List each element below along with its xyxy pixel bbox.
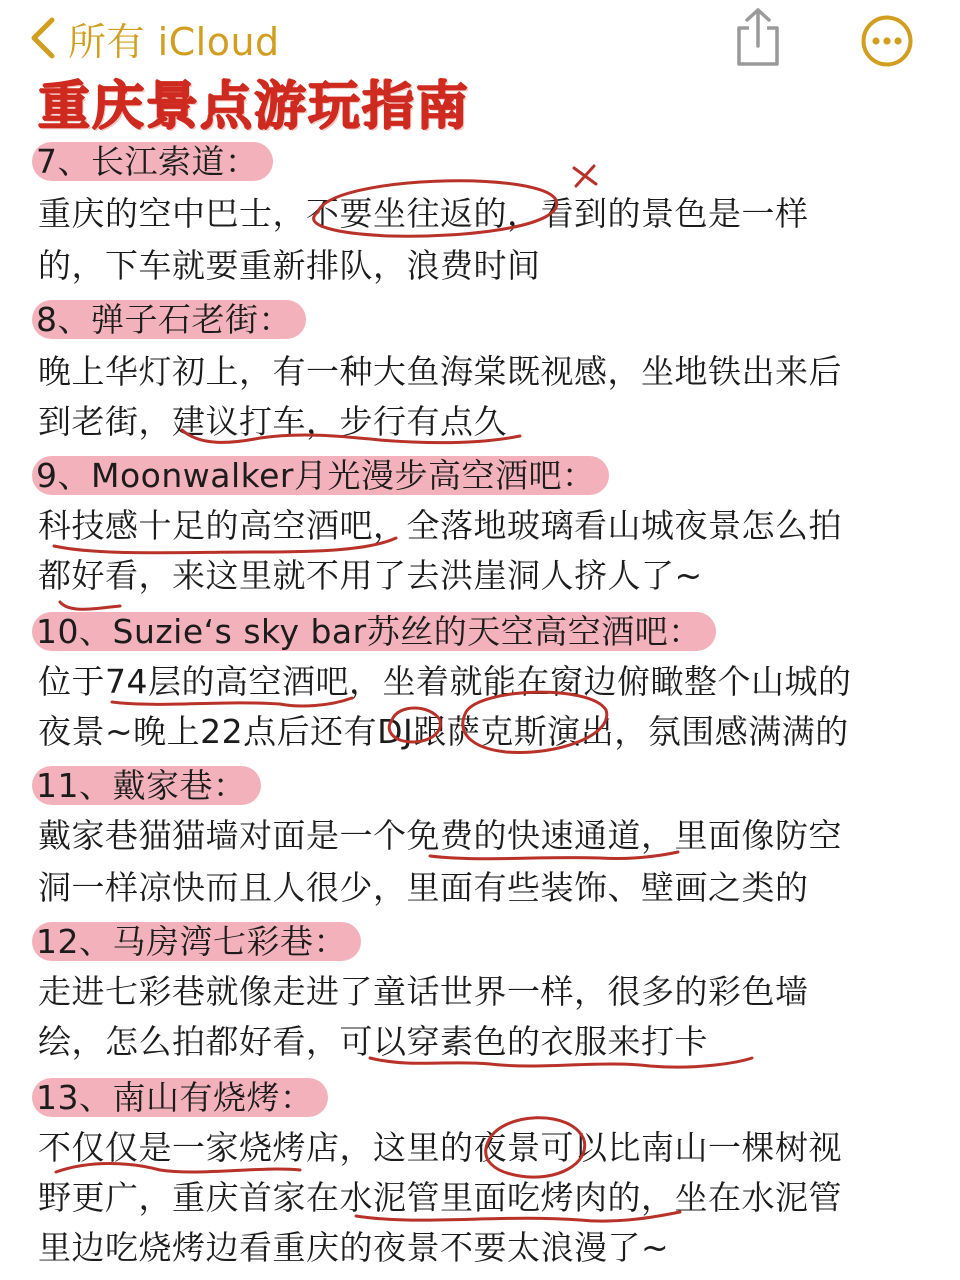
heading-highlight: 9、Moonwalker月光漫步高空酒吧： [32, 456, 609, 495]
section-line: 戴家巷猫猫墙对面是一个免费的快速通道，里面像防空 [38, 816, 842, 855]
heading-highlight: 12、马房湾七彩巷： [32, 922, 361, 961]
section-line: 晚上华灯初上，有一种大鱼海棠既视感，坐地铁出来后 [38, 352, 842, 391]
section-line: 里边吃烧烤边看重庆的夜景不要太浪漫了~ [38, 1228, 670, 1267]
section-line: 位于74层的高空酒吧，坐着就能在窗边俯瞰整个山城的 [38, 662, 852, 701]
section-line: 走进七彩巷就像走进了童话世界一样，很多的彩色墙 [38, 972, 809, 1011]
section-heading [38, 1072, 328, 1124]
section-line: 科技感十足的高空酒吧，全落地玻璃看山城夜景怎么拍 [38, 506, 842, 545]
section-heading [38, 760, 261, 812]
section-heading [38, 916, 361, 968]
section-line: 都好看，来这里就不用了去洪崖洞人挤人了~ [38, 556, 703, 595]
section-line: 夜景~晚上22点后还有DJ跟萨克斯演出，氛围感满满的 [38, 712, 849, 751]
section-line: 不仅仅是一家烧烤店，这里的夜景可以比南山一棵树视 [38, 1128, 842, 1167]
section-line: 洞一样凉快而且人很少，里面有些装饰、壁画之类的 [38, 868, 809, 907]
heading-highlight: 8、弹子石老街： [32, 300, 306, 339]
heading-highlight: 10、Suzie‘s sky bar苏丝的天空高空酒吧： [32, 612, 716, 651]
section-line: 重庆的空中巴士，不要坐往返的，看到的景色是一样 [38, 194, 809, 233]
section-line: 绘，怎么拍都好看，可以穿素色的衣服来打卡 [38, 1022, 708, 1061]
section-line: 到老街，建议打车，步行有点久 [38, 402, 507, 441]
heading-highlight: 11、戴家巷： [32, 766, 261, 805]
note-title: 重庆景点游玩指南 [38, 77, 471, 137]
section-heading [38, 606, 716, 658]
section-line: 野更广，重庆首家在水泥管里面吃烤肉的，坐在水泥管 [38, 1178, 842, 1217]
back-label: 所有 iCloud [68, 19, 280, 64]
section-heading [38, 136, 273, 188]
heading-highlight: 13、南山有烧烤： [32, 1078, 328, 1117]
section-line: 的，下车就要重新排队，浪费时间 [38, 246, 541, 285]
section-heading [38, 450, 609, 502]
heading-highlight: 7、长江索道： [32, 142, 273, 181]
section-heading [38, 294, 306, 346]
